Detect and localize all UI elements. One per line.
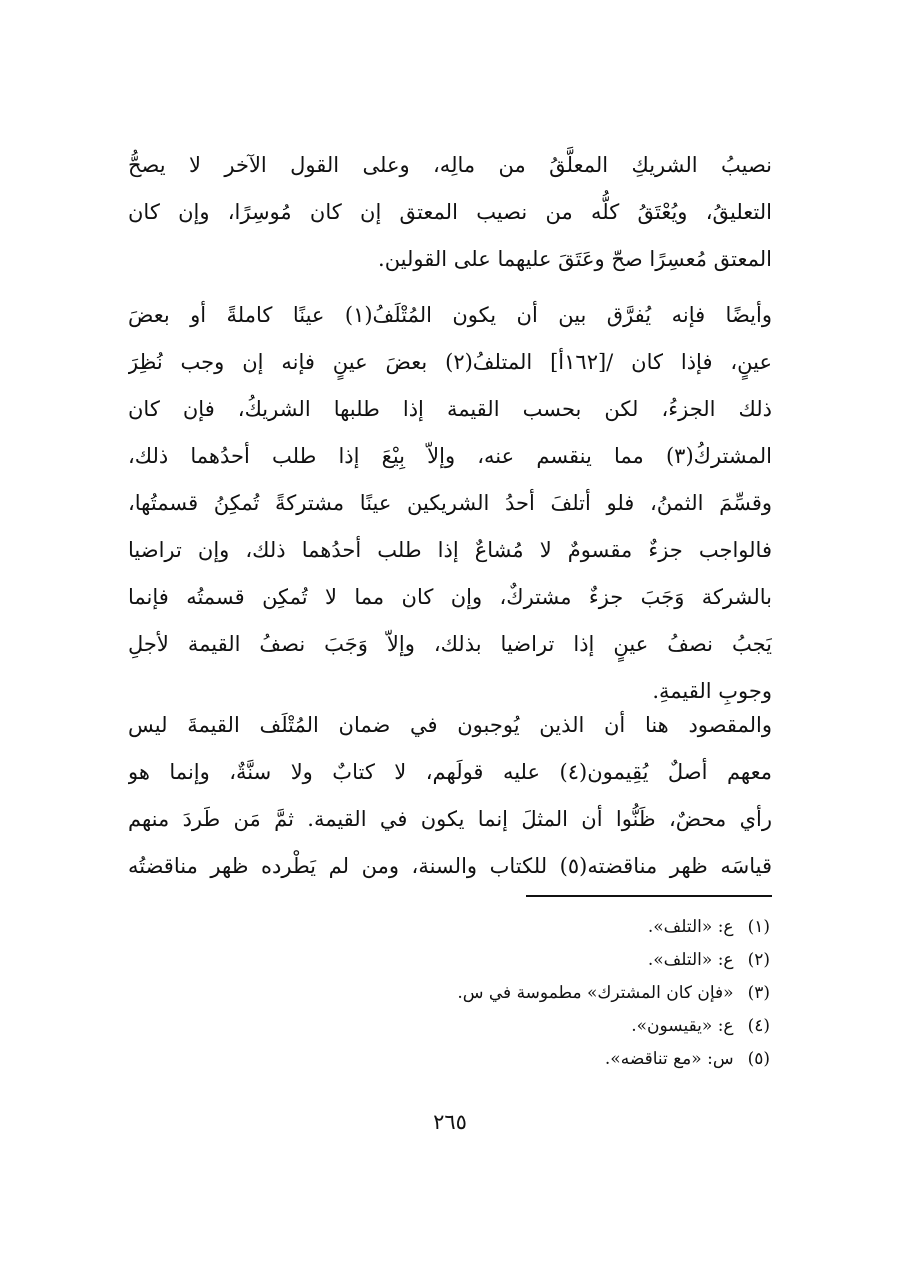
text-line: المشتركُ(٣) مما ينقسم عنه، وإلاّ بِيْعَ إذا طلب أحدُهما ذلك، bbox=[128, 444, 772, 468]
text-line: عينٍ، فإذا كان /[١٦٢أ] المتلفُ(٢) بعضَ عينٍ فإنه إن وجب نُظِرَ bbox=[128, 350, 772, 374]
text-line: قياسَه ظهر مناقضته(٥) للكتاب والسنة، ومن لم يَطْرده ظهر مناقضتُه bbox=[128, 854, 772, 878]
footnote-text: س: «مع تناقضه». bbox=[604, 1049, 734, 1069]
paragraph-1 bbox=[128, 142, 772, 283]
text-line: نصيبُ الشريكِ المعلَّقُ من مالِه، وعلى القول الآخر لا يصحُّ bbox=[128, 153, 772, 177]
text-line: المعتق مُعسِرًا صحّ وعَتَقَ عليهما على القولين. bbox=[378, 247, 772, 271]
page-number: ٢٦٥ bbox=[433, 1110, 467, 1134]
paragraph-3 bbox=[128, 702, 772, 890]
text-line: فالواجب جزءٌ مقسومٌ لا مُشاعٌ إذا طلب أحدُهما ذلك، وإن تراضيا bbox=[128, 538, 772, 562]
text-line: التعليقُ، ويُعْتَقُ كلُّه من نصيب المعتق إن كان مُوسِرًا، وإن كان bbox=[128, 200, 772, 224]
footnote-4 bbox=[128, 1010, 770, 1043]
footnote-divider bbox=[526, 895, 772, 897]
footnote-text: «فإن كان المشترك» مطموسة في س. bbox=[457, 983, 734, 1003]
footnote-number: (٤) bbox=[747, 1016, 770, 1036]
footnotes bbox=[128, 911, 770, 1076]
footnote-5 bbox=[128, 1043, 770, 1076]
text-line: معهم أصلٌ يُقِيمون(٤) عليه قولَهم، لا كتابٌ ولا سنَّةٌ، وإنما هو bbox=[128, 760, 772, 784]
footnote-number: (٣) bbox=[747, 983, 770, 1003]
footnote-text: ع: «التلف». bbox=[647, 950, 734, 970]
text-line: والمقصود هنا أن الذين يُوجبون في ضمان المُتْلَف القيمةَ ليس bbox=[128, 713, 772, 737]
footnote-number: (٢) bbox=[747, 950, 770, 970]
text-line: وأيضًا فإنه يُفرَّق بين أن يكون المُتْلَفُ(١) عينًا كاملةً أو بعضَ bbox=[128, 303, 772, 327]
paragraph-2 bbox=[128, 292, 772, 715]
text-line: يَجبُ نصفُ عينٍ إذا تراضيا بذلك، وإلاّ وَجَبَ نصفُ القيمة لأجلِ bbox=[128, 632, 772, 656]
footnote-number: (١) bbox=[747, 917, 770, 937]
footnote-1 bbox=[128, 911, 770, 944]
footnote-number: (٥) bbox=[747, 1049, 770, 1069]
text-line: ذلك الجزءُ، لكن بحسب القيمة إذا طلبها الشريكُ، فإن كان bbox=[128, 397, 772, 421]
footnote-text: ع: «يقيسون». bbox=[631, 1016, 734, 1036]
text-line: رأي محضٌ، ظَنُّوا أن المثلَ إنما يكون في القيمة. ثمَّ مَن طَردَ منهم bbox=[128, 807, 772, 831]
footnote-2 bbox=[128, 944, 770, 977]
text-line: وجوبِ القيمةِ. bbox=[652, 679, 772, 703]
footnote-text: ع: «التلف». bbox=[647, 917, 734, 937]
footnote-3 bbox=[128, 977, 770, 1010]
text-line: بالشركة وَجَبَ جزءٌ مشتركٌ، وإن كان مما لا تُمكِن قسمتُه فإنما bbox=[128, 585, 772, 609]
text-line: وقسِّمَ الثمنُ، فلو أتلفَ أحدُ الشريكين عينًا مشتركةً تُمكِنُ قسمتُها، bbox=[128, 491, 772, 515]
